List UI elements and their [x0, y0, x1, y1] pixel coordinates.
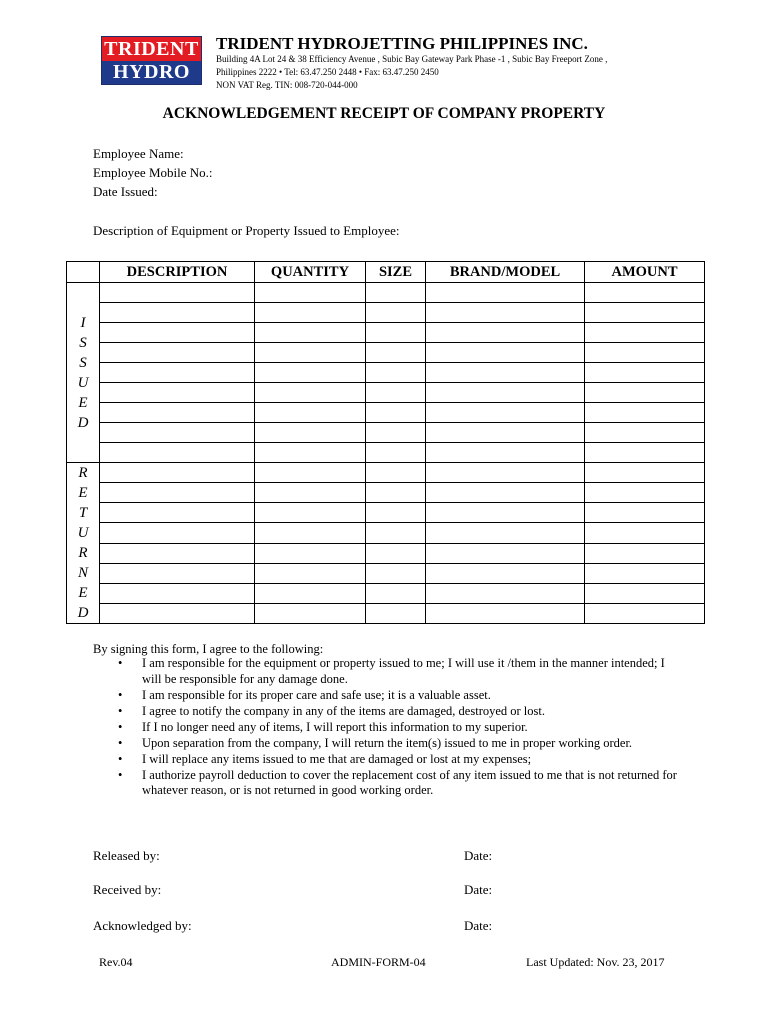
table-row: [67, 283, 705, 303]
table-cell[interactable]: [255, 323, 366, 343]
table-cell[interactable]: [426, 483, 585, 503]
employee-mobile-field: Employee Mobile No.:: [93, 165, 213, 180]
table-row: [67, 363, 705, 383]
returned-label-letter: D: [77, 605, 89, 621]
table-cell[interactable]: [426, 423, 585, 443]
table-cell[interactable]: [426, 383, 585, 403]
table-cell[interactable]: [100, 303, 255, 323]
corner-cell: [67, 262, 100, 283]
table-cell[interactable]: [585, 603, 705, 623]
table-cell[interactable]: [255, 443, 366, 463]
table-cell[interactable]: [585, 283, 705, 303]
description-heading: Description of Equipment or Property Issued to Employee:: [93, 223, 400, 238]
table-row: [67, 583, 705, 603]
table-row: [67, 503, 705, 523]
table-cell[interactable]: [255, 383, 366, 403]
list-item: [118, 704, 678, 720]
table-cell[interactable]: [366, 603, 426, 623]
table-row: [67, 463, 705, 483]
table-cell[interactable]: [426, 543, 585, 563]
table-cell[interactable]: [366, 303, 426, 323]
table-cell[interactable]: [366, 483, 426, 503]
table-cell[interactable]: [100, 483, 255, 503]
table-row: [67, 523, 705, 543]
table-cell[interactable]: [585, 463, 705, 483]
table-cell[interactable]: [366, 523, 426, 543]
table-row: [67, 403, 705, 423]
column-header: AMOUNT: [585, 262, 705, 283]
table-row: [67, 383, 705, 403]
table-cell[interactable]: [255, 603, 366, 623]
table-cell[interactable]: [366, 423, 426, 443]
term-text: If I no longer need any of items, I will report this information to my superior.: [142, 719, 528, 734]
table-row: [67, 323, 705, 343]
term-text: I agree to notify the company in any of the items are damaged, destroyed or lost.: [142, 703, 545, 718]
table-row: [67, 563, 705, 583]
released-by-label: Released by:: [93, 848, 160, 863]
issued-label-letter: D: [77, 414, 89, 431]
table-cell[interactable]: [585, 523, 705, 543]
table-cell[interactable]: [426, 603, 585, 623]
table-cell[interactable]: [255, 423, 366, 443]
received-by-label: Received by:: [93, 882, 162, 897]
list-item: [118, 768, 678, 799]
logo-bottom-text: HYDRO: [102, 61, 201, 84]
list-item: [118, 720, 678, 736]
column-header: BRAND/MODEL: [426, 262, 585, 283]
table-row: [67, 543, 705, 563]
table-cell[interactable]: [426, 323, 585, 343]
released-date-label: Date:: [464, 848, 493, 863]
table-cell[interactable]: [366, 543, 426, 563]
logo-top-text: TRIDENT: [102, 37, 201, 61]
table-cell[interactable]: [426, 403, 585, 423]
list-item: [118, 736, 678, 752]
table-cell[interactable]: [255, 523, 366, 543]
table-row: [67, 343, 705, 363]
company-address-line1: Building 4A Lot 24 & 38 Efficiency Avenue , Subic Bay Gateway Park Phase -1 , Subic Bay Freeport Zone ,: [216, 54, 608, 64]
table-cell[interactable]: [366, 403, 426, 423]
returned-label-letter: R: [78, 465, 88, 481]
table-cell[interactable]: [255, 303, 366, 323]
table-body: [67, 283, 705, 624]
table-cell[interactable]: [255, 463, 366, 483]
form-title: ACKNOWLEDGEMENT RECEIPT OF COMPANY PROPERTY: [162, 105, 606, 122]
employee-name-field: Employee Name:: [93, 146, 184, 161]
table-cell[interactable]: [100, 363, 255, 383]
term-text: I am responsible for the equipment or property issued to me; I will use it /them in the manner intended; I will be responsible for any damage done.: [142, 656, 665, 686]
table-cell[interactable]: [585, 483, 705, 503]
table-cell[interactable]: [100, 343, 255, 363]
table-cell[interactable]: [426, 303, 585, 323]
table-cell[interactable]: [366, 503, 426, 523]
table-cell[interactable]: [366, 343, 426, 363]
table-cell[interactable]: [426, 503, 585, 523]
table-cell[interactable]: [585, 543, 705, 563]
table-cell[interactable]: [585, 323, 705, 343]
agreement-intro: By signing this form, I agree to the following:: [93, 642, 324, 656]
table-cell[interactable]: [100, 423, 255, 443]
table-cell[interactable]: [100, 463, 255, 483]
table-cell[interactable]: [366, 283, 426, 303]
table-cell[interactable]: [426, 523, 585, 543]
table-cell[interactable]: [366, 463, 426, 483]
term-text: I will replace any items issued to me that are damaged or lost at my expenses;: [142, 751, 532, 766]
returned-label: [67, 463, 100, 624]
received-date-label: Date:: [464, 882, 493, 897]
company-address-line2: Philippines 2222 • Tel: 63.47.250 2448 • Fax: 63.47.250 2450: [216, 67, 439, 77]
column-header: DESCRIPTION: [100, 262, 255, 283]
company-logo: [101, 36, 202, 85]
issued-label-letter: S: [79, 354, 87, 371]
table-cell[interactable]: [255, 283, 366, 303]
table-header-row: [67, 262, 705, 283]
table-cell[interactable]: [255, 563, 366, 583]
table-cell[interactable]: [585, 423, 705, 443]
returned-label-letter: E: [78, 485, 88, 501]
date-issued-field: Date Issued:: [93, 184, 158, 199]
table-cell[interactable]: [585, 503, 705, 523]
bullet-icon: •: [118, 656, 123, 670]
table-cell[interactable]: [100, 323, 255, 343]
table-cell[interactable]: [426, 463, 585, 483]
bullet-icon: •: [118, 719, 123, 734]
table-cell[interactable]: [426, 343, 585, 363]
bullet-icon: •: [118, 687, 123, 702]
issued-label-letter: U: [77, 374, 89, 391]
table-row: [67, 303, 705, 323]
table-cell[interactable]: [100, 543, 255, 563]
column-header: QUANTITY: [255, 262, 366, 283]
table-cell[interactable]: [366, 363, 426, 383]
table-cell[interactable]: [366, 443, 426, 463]
table-cell[interactable]: [255, 583, 366, 603]
table-row: [67, 443, 705, 463]
table-cell[interactable]: [585, 303, 705, 323]
table-cell[interactable]: [255, 363, 366, 383]
returned-label-letter: U: [77, 525, 89, 541]
company-tin: NON VAT Reg. TIN: 008-720-044-000: [216, 80, 358, 90]
issued-label: [67, 283, 100, 463]
returned-label-letter: R: [78, 545, 88, 561]
table-row: [67, 603, 705, 623]
table-row: [67, 423, 705, 443]
table-cell[interactable]: [585, 363, 705, 383]
issued-label-letter: I: [80, 314, 86, 331]
table-cell[interactable]: [366, 583, 426, 603]
returned-label-letter: T: [78, 505, 88, 521]
term-text: I am responsible for its proper care and safe use; it is a valuable asset.: [142, 687, 491, 702]
table-cell[interactable]: [100, 383, 255, 403]
term-text: I authorize payroll deduction to cover the replacement cost of any item issued to me that is not returned for whatever reason, or is not returned in good working order.: [142, 767, 677, 797]
table-cell[interactable]: [366, 563, 426, 583]
returned-label-letter: E: [78, 585, 88, 601]
term-text: Upon separation from the company, I will return the item(s) issued to me in proper working order.: [142, 735, 633, 750]
column-header: SIZE: [366, 262, 426, 283]
footer-revision: Rev.04: [99, 955, 133, 969]
property-table: [66, 261, 705, 624]
footer-form-code: ADMIN-FORM-04: [331, 955, 426, 969]
table-row: [67, 483, 705, 503]
table-cell[interactable]: [100, 523, 255, 543]
table-cell[interactable]: [100, 443, 255, 463]
table-cell[interactable]: [100, 563, 255, 583]
footer-last-updated: Last Updated: Nov. 23, 2017: [526, 955, 665, 969]
list-item: [118, 688, 678, 704]
table-cell[interactable]: [100, 503, 255, 523]
table-cell[interactable]: [255, 543, 366, 563]
table-cell[interactable]: [366, 323, 426, 343]
acknowledged-date-label: Date:: [464, 918, 493, 933]
table-cell[interactable]: [255, 483, 366, 503]
table-cell[interactable]: [585, 383, 705, 403]
table-cell[interactable]: [585, 343, 705, 363]
table-cell[interactable]: [366, 383, 426, 403]
table-cell[interactable]: [100, 403, 255, 423]
table-cell[interactable]: [585, 443, 705, 463]
list-item: [118, 752, 678, 768]
issued-label-letter: S: [79, 334, 87, 351]
bullet-icon: •: [118, 703, 123, 718]
bullet-icon: •: [118, 767, 123, 782]
table-cell[interactable]: [100, 603, 255, 623]
table-cell[interactable]: [426, 363, 585, 383]
table-cell[interactable]: [426, 563, 585, 583]
table-cell[interactable]: [426, 583, 585, 603]
agreement-terms-list: [118, 656, 678, 799]
table-cell[interactable]: [585, 563, 705, 583]
bullet-icon: •: [118, 751, 123, 766]
issued-label-letter: E: [78, 394, 88, 411]
table-cell[interactable]: [255, 403, 366, 423]
table-cell[interactable]: [255, 343, 366, 363]
table-cell[interactable]: [100, 283, 255, 303]
bullet-icon: •: [118, 735, 123, 750]
table-cell[interactable]: [585, 403, 705, 423]
list-item: [118, 656, 678, 687]
returned-label-letter: N: [77, 565, 88, 581]
table-cell[interactable]: [100, 583, 255, 603]
table-cell[interactable]: [255, 503, 366, 523]
table-cell[interactable]: [426, 283, 585, 303]
acknowledged-by-label: Acknowledged by:: [93, 918, 192, 933]
table-cell[interactable]: [426, 443, 585, 463]
company-name: TRIDENT HYDROJETTING PHILIPPINES INC.: [216, 34, 588, 53]
table-cell[interactable]: [585, 583, 705, 603]
